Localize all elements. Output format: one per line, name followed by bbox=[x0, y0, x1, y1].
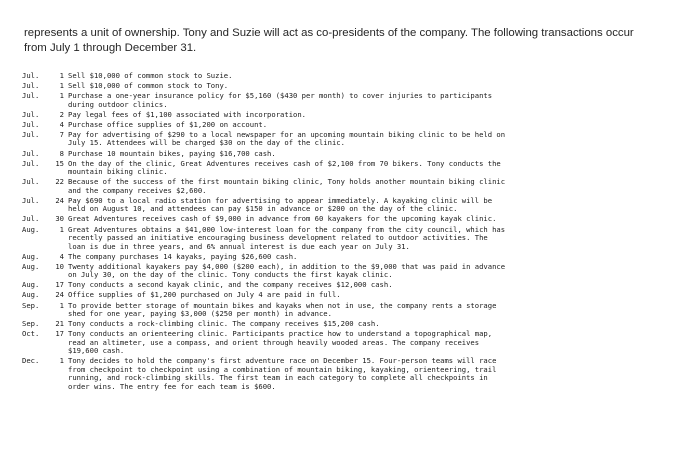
transaction-day: 15 bbox=[55, 158, 64, 168]
transaction-entry bbox=[22, 357, 694, 391]
transaction-day: 30 bbox=[55, 214, 64, 224]
transaction-entry bbox=[22, 111, 694, 120]
transaction-month: Sep. bbox=[22, 300, 40, 310]
transaction-description-line: from checkpoint to checkpoint using a combination of mountain biking, kayaking, orienteering, trail bbox=[68, 364, 497, 374]
transaction-description-line: Purchase 10 mountain bikes, paying $16,700 cash. bbox=[68, 148, 276, 158]
transaction-day: 1 bbox=[59, 81, 64, 91]
transaction-description-line: Tony conducts a rock-climbing clinic. The company receives $15,200 cash. bbox=[68, 319, 380, 329]
transaction-description bbox=[68, 302, 694, 319]
transaction-description-line: loan is due in three years, and 6% annual interest is due each year on July 31. bbox=[68, 241, 410, 251]
transaction-day: 1 bbox=[59, 91, 64, 101]
transaction-description-line: mountain biking clinic. bbox=[68, 167, 168, 177]
transaction-description bbox=[68, 357, 694, 391]
transaction-entry bbox=[22, 263, 694, 280]
transaction-description bbox=[68, 92, 694, 109]
transaction-day: 24 bbox=[55, 195, 64, 205]
transaction-month: Aug. bbox=[22, 224, 40, 234]
transaction-description-line: Twenty additional kayakers pay $4,000 ($200 each), in addition to the $9,000 that was paid in advance bbox=[68, 261, 506, 271]
transaction-month: Aug. bbox=[22, 251, 40, 261]
transaction-month: Jul. bbox=[22, 158, 40, 168]
transaction-description-line: July 15. Attendees will be charged $30 on the day of the clinic. bbox=[68, 138, 345, 148]
transaction-description bbox=[68, 291, 694, 300]
transaction-month: Aug. bbox=[22, 280, 40, 290]
transaction-month: Jul. bbox=[22, 129, 40, 139]
transaction-day: 10 bbox=[55, 261, 64, 271]
transaction-description bbox=[68, 281, 694, 290]
transaction-description-line: recently passed an initiative encouraging business development related to outdoor activities. The bbox=[68, 233, 488, 243]
transaction-month: Jul. bbox=[22, 214, 40, 224]
transaction-month: Jul. bbox=[22, 148, 40, 158]
transaction-description bbox=[68, 111, 694, 120]
transaction-description-line: on July 30, on the day of the clinic. Tony conducts the first kayak clinic. bbox=[68, 270, 393, 280]
transaction-entry bbox=[22, 253, 694, 262]
transaction-description-line: Great Adventures obtains a $41,000 low-interest loan for the company from the city council, which has bbox=[68, 224, 506, 234]
transaction-entry bbox=[22, 281, 694, 290]
transaction-day: 17 bbox=[55, 329, 64, 339]
transaction-day: 1 bbox=[59, 300, 64, 310]
transaction-description-line: Office supplies of $1,200 purchased on July 4 are paid in full. bbox=[68, 290, 341, 300]
transaction-description-line: The company purchases 14 kayaks, paying $26,600 cash. bbox=[68, 251, 298, 261]
transaction-entry bbox=[22, 160, 694, 177]
transaction-description bbox=[68, 131, 694, 148]
transaction-description bbox=[68, 178, 694, 195]
transaction-description bbox=[68, 226, 694, 252]
transaction-description bbox=[68, 82, 694, 91]
transaction-entry bbox=[22, 121, 694, 130]
intro-line: from July 1 through December 31. bbox=[24, 41, 197, 54]
transaction-description bbox=[68, 215, 694, 224]
transaction-description bbox=[68, 330, 694, 356]
transaction-description bbox=[68, 197, 694, 214]
transaction-description-line: shed for one year, paying $3,000 ($250 per month) in advance. bbox=[68, 309, 332, 318]
transaction-month: Aug. bbox=[22, 290, 40, 300]
transaction-month: Jul. bbox=[22, 71, 40, 80]
transaction-description-line: during outdoor clinics. bbox=[68, 99, 168, 109]
transaction-day: 21 bbox=[55, 319, 64, 329]
transaction-description bbox=[68, 150, 694, 159]
intro-paragraph bbox=[24, 26, 684, 55]
transaction-entry bbox=[22, 320, 694, 329]
transaction-description bbox=[68, 160, 694, 177]
transaction-description-line: Pay for advertising of $290 to a local newspaper for an upcoming mountain biking clinic to be held on bbox=[68, 129, 506, 139]
transaction-description bbox=[68, 263, 694, 280]
transaction-description-line: To provide better storage of mountain bikes and kayaks when not in use, the company rents a storage bbox=[68, 300, 497, 310]
transaction-description bbox=[68, 121, 694, 130]
transaction-day: 1 bbox=[59, 356, 64, 366]
transaction-description bbox=[68, 320, 694, 329]
transaction-description-line: Great Adventures receives cash of $9,000 in advance from 60 kayakers for the upcoming kayak clinic. bbox=[68, 214, 497, 224]
transaction-entry bbox=[22, 197, 694, 214]
transaction-day: 4 bbox=[59, 251, 64, 261]
transaction-entry bbox=[22, 302, 694, 319]
transaction-description-line: $19,600 cash. bbox=[68, 346, 125, 356]
intro-line: represents a unit of ownership. Tony and Suzie will act as co-presidents of the company. The following transactions occur bbox=[24, 27, 634, 39]
transaction-day: 17 bbox=[55, 280, 64, 290]
transaction-day: 2 bbox=[59, 109, 64, 119]
transaction-entry bbox=[22, 330, 694, 356]
transaction-month: Jul. bbox=[22, 81, 40, 91]
transaction-day: 22 bbox=[55, 177, 64, 187]
transaction-day: 1 bbox=[59, 224, 64, 234]
transaction-month: Jul. bbox=[22, 91, 40, 101]
transaction-entry bbox=[22, 291, 694, 300]
transaction-day: 24 bbox=[55, 290, 64, 300]
transaction-entry bbox=[22, 131, 694, 148]
transaction-description bbox=[68, 72, 694, 81]
transaction-month: Oct. bbox=[22, 329, 40, 339]
transaction-month: Jul. bbox=[22, 177, 40, 187]
transaction-entry bbox=[22, 72, 694, 81]
transaction-month: Aug. bbox=[22, 261, 40, 271]
transaction-description-line: Purchase a one-year insurance policy for $5,160 ($430 per month) to cover injuries to participants bbox=[68, 91, 493, 101]
transaction-list bbox=[22, 72, 694, 393]
transaction-description-line: and the company receives $2,600. bbox=[68, 185, 207, 195]
transaction-entry bbox=[22, 178, 694, 195]
transaction-description bbox=[68, 253, 694, 262]
transaction-description-line: order wins. The entry fee for each team is $600. bbox=[68, 381, 276, 391]
transaction-month: Jul. bbox=[22, 109, 40, 119]
transaction-entry bbox=[22, 82, 694, 91]
transaction-day: 4 bbox=[59, 119, 64, 129]
transaction-description-line: running, and rock-climbing skills. The first team in each category to complete all checkpoints in bbox=[68, 373, 488, 383]
transaction-entry bbox=[22, 215, 694, 224]
transaction-description-line: Pay legal fees of $1,100 associated with incorporation. bbox=[68, 109, 306, 119]
transaction-entry bbox=[22, 92, 694, 109]
transaction-description-line: On the day of the clinic, Great Adventures receives cash of $2,100 from 70 bikers. Tony conducts the bbox=[68, 158, 501, 168]
transaction-description-line: held on August 10, and attendees can pay $150 in advance or $200 on the day of the clinic. bbox=[68, 204, 458, 214]
transaction-day: 8 bbox=[59, 148, 64, 158]
transaction-description-line: Tony conducts an orienteering clinic. Participants practice how to understand a topographical map, bbox=[68, 329, 493, 339]
transaction-description-line: Pay $690 to a local radio station for advertising to appear immediately. A kayaking clinic will be bbox=[68, 195, 493, 205]
transaction-month: Sep. bbox=[22, 319, 40, 329]
transaction-entry bbox=[22, 150, 694, 159]
transaction-entry bbox=[22, 226, 694, 252]
transaction-description-line: Sell $10,000 of common stock to Suzie. bbox=[68, 71, 233, 80]
transaction-description-line: Tony decides to hold the company's first adventure race on December 15. Four-person teams will race bbox=[68, 356, 497, 366]
transaction-day: 1 bbox=[59, 71, 64, 80]
transaction-description-line: Tony conducts a second kayak clinic, and the company receives $12,000 cash. bbox=[68, 280, 393, 290]
transaction-month: Jul. bbox=[22, 119, 40, 129]
transaction-day: 7 bbox=[59, 129, 64, 139]
transaction-description-line: Sell $10,000 of common stock to Tony. bbox=[68, 81, 229, 91]
transaction-description-line: Purchase office supplies of $1,200 on account. bbox=[68, 119, 268, 129]
transaction-description-line: read an altimeter, use a compass, and orient through heavily wooded areas. The company receives bbox=[68, 337, 480, 347]
transaction-description-line: Because of the success of the first mountain biking clinic, Tony holds another mountain biking clinic bbox=[68, 177, 506, 187]
transaction-month: Dec. bbox=[22, 356, 40, 366]
transaction-month: Jul. bbox=[22, 195, 40, 205]
